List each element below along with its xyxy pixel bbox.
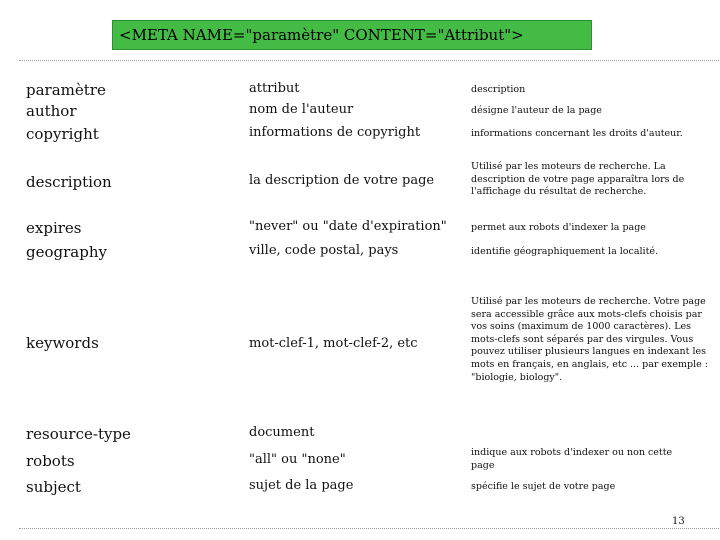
row-attr: mot-clef-1, mot-clef-2, etc <box>249 336 418 351</box>
row-desc: indique aux robots d'indexer ou non cette page <box>471 447 673 471</box>
row-desc: permet aux robots d'indexer la page <box>471 222 646 233</box>
row-attr: ville, code postal, pays <box>249 243 399 258</box>
row-attr: la description de votre page <box>249 173 435 188</box>
row-desc: identifie géographiquement la localité. <box>471 246 659 257</box>
meta-parameters-table <box>19 60 719 529</box>
row-param: keywords <box>26 334 99 352</box>
row-param: resource-type <box>26 425 131 443</box>
row-param: author <box>26 102 77 120</box>
row-attr: sujet de la page <box>249 478 354 493</box>
header-attr: attribut <box>249 81 300 96</box>
row-attr: informations de copyright <box>249 125 421 140</box>
row-param: subject <box>26 478 81 496</box>
page-number: 13 <box>672 516 685 527</box>
row-param: robots <box>26 452 75 470</box>
row-desc: désigne l'auteur de la page <box>471 105 602 116</box>
row-param: geography <box>26 243 107 261</box>
meta-tag-banner: <META NAME="paramètre" CONTENT="Attribut"> <box>112 20 592 50</box>
row-param: description <box>26 173 112 191</box>
row-attr: nom de l'auteur <box>249 102 354 117</box>
row-desc: Utilisé par les moteurs de recherche. Votre page sera accessible grâce aux mots-clefs choisis par vos soins (maximum de 1000 caractères). Les mots-clefs sont séparés par des virgules. Vous pouvez utiliser plusieurs langues en indexant les mots en français, en anglais, etc ... par exemple : "biologie, biology". <box>471 296 708 383</box>
header-desc: description <box>471 84 526 95</box>
header-param: paramètre <box>26 81 106 99</box>
row-desc: Utilisé par les moteurs de recherche. La description de votre page apparaîtra lors de l'affichage du résultat de recherche. <box>471 161 685 198</box>
row-attr: "never" ou "date d'expiration" <box>249 219 447 234</box>
row-desc: spécifie le sujet de votre page <box>471 481 616 492</box>
row-param: expires <box>26 219 82 237</box>
row-param: copyright <box>26 125 99 143</box>
row-attr: document <box>249 425 315 440</box>
row-attr: "all" ou "none" <box>249 452 346 467</box>
row-desc: informations concernant les droits d'auteur. <box>471 128 683 139</box>
